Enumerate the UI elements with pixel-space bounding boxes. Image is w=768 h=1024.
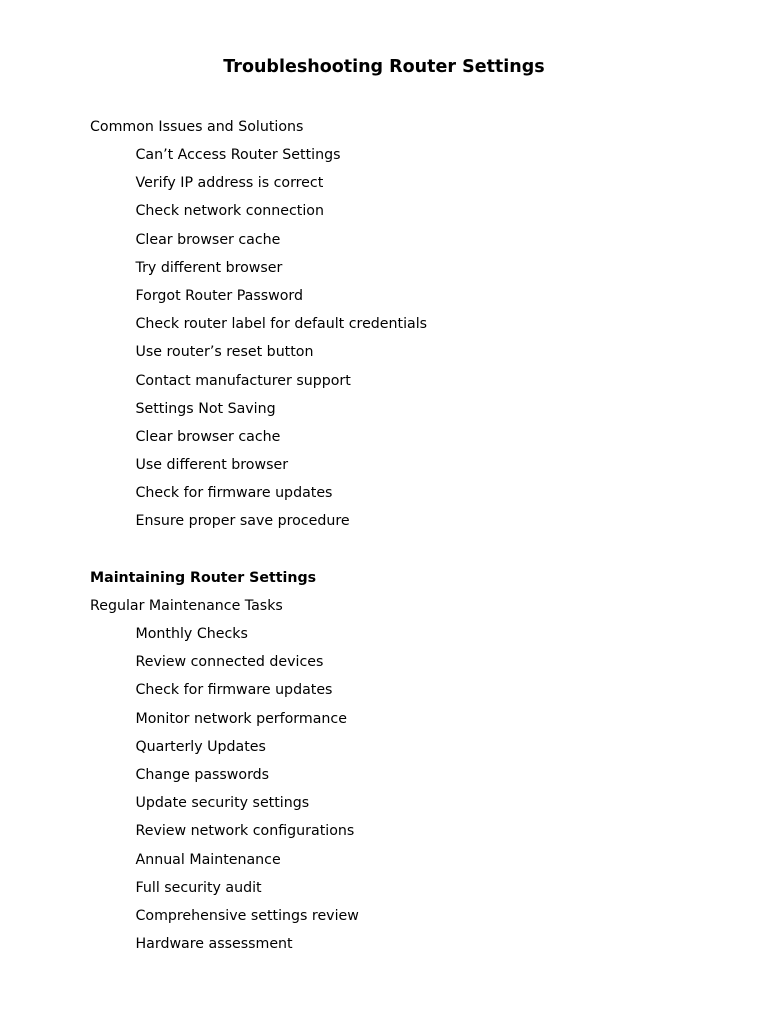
list-item-text: Review connected devices <box>135 654 324 671</box>
list-item-text: Comprehensive settings review <box>135 907 359 924</box>
list-item-text: Full security audit <box>135 879 262 896</box>
list-item-text: Use different browser <box>135 457 289 474</box>
list-item-text: Update security settings <box>135 795 310 812</box>
list-item-text: Check for firmware updates <box>135 682 333 699</box>
list-item-text: Forgot Router Password <box>135 287 303 304</box>
list-item-text: Use router’s reset button <box>135 344 314 361</box>
section-subheading: Common Issues and Solutions <box>90 119 304 135</box>
list-item-text: Check for firmware updates <box>135 485 333 502</box>
list-item-text: Contact manufacturer support <box>135 372 351 389</box>
section-heading: Maintaining Router Settings <box>90 570 317 586</box>
list-item-text: Try different browser <box>135 259 283 276</box>
list-item-text: Check router label for default credentials <box>135 316 428 333</box>
list-item-text: Ensure proper save procedure <box>135 513 350 530</box>
section-subheading: Regular Maintenance Tasks <box>90 598 283 614</box>
list-item-text: Quarterly Updates <box>135 738 266 755</box>
list-item-text: Clear browser cache <box>135 231 281 248</box>
list-item-text: Settings Not Saving <box>135 400 276 417</box>
list-item-text: Monthly Checks <box>135 626 248 642</box>
list-item-text: Hardware assessment <box>135 936 293 953</box>
list-item-text: Check network connection <box>135 203 324 220</box>
list-item-text: Annual Maintenance <box>135 851 281 868</box>
list-item-text: Verify IP address is correct <box>135 175 324 192</box>
list-item-text: Monitor network performance <box>135 710 347 727</box>
list-item-text: Can’t Access Router Settings <box>135 147 341 163</box>
page-title: Troubleshooting Router Settings <box>223 57 545 77</box>
list-item-text: Clear browser cache <box>135 428 281 445</box>
list-item-text: Change passwords <box>135 766 270 783</box>
list-item-text: Review network configurations <box>135 823 355 840</box>
